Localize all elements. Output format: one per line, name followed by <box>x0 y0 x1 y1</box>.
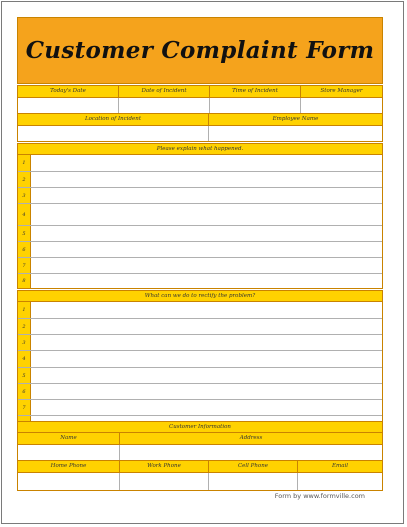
address-field[interactable] <box>119 445 382 460</box>
row-number: 3 <box>18 335 31 350</box>
work-phone-label: Work Phone <box>119 461 208 472</box>
explanation-header: Please explain what happened. <box>18 144 382 155</box>
row-number: 6 <box>18 384 31 399</box>
explanation-row[interactable] <box>18 188 382 204</box>
row-number: 7 <box>18 258 31 273</box>
location-of-incident-field[interactable] <box>18 126 208 141</box>
rectify-row[interactable] <box>18 400 382 416</box>
explanation-block <box>17 143 383 289</box>
location-block <box>17 113 383 142</box>
time-of-incident-field[interactable] <box>209 98 300 113</box>
date-of-incident-label: Date of Incident <box>118 86 209 97</box>
row-number: 7 <box>18 400 31 415</box>
row-number: 3 <box>18 188 31 203</box>
explanation-row[interactable] <box>18 155 382 172</box>
email-field[interactable] <box>297 473 382 490</box>
rectify-row[interactable] <box>18 319 382 335</box>
cell-phone-field[interactable] <box>208 473 297 490</box>
explanation-row[interactable] <box>18 242 382 258</box>
name-field[interactable] <box>18 445 119 460</box>
todays-date-label: Today's Date <box>50 88 86 94</box>
customer-info-block <box>17 421 383 491</box>
store-manager-field[interactable] <box>300 98 382 113</box>
footer-credit: Form by www.formville.com <box>274 492 365 500</box>
explanation-row[interactable] <box>18 172 382 188</box>
row-number: 5 <box>18 226 31 241</box>
home-phone-label: Home Phone <box>50 463 87 469</box>
employee-name-field[interactable] <box>208 126 382 141</box>
row-number: 4 <box>18 351 31 367</box>
rectify-row[interactable] <box>18 368 382 384</box>
row-number: 1 <box>18 302 31 318</box>
todays-date-field[interactable] <box>18 98 118 113</box>
name-label: Name <box>60 435 77 441</box>
store-manager-label: Store Manager <box>300 86 382 97</box>
row-number: 8 <box>18 274 31 288</box>
incident-details-block <box>17 85 383 114</box>
rectify-row[interactable] <box>18 302 382 319</box>
rectify-header: What can we do to rectify the problem? <box>18 291 382 302</box>
work-phone-field[interactable] <box>119 473 208 490</box>
rectify-row[interactable] <box>18 384 382 400</box>
explanation-row[interactable] <box>18 258 382 274</box>
location-of-incident-label: Location of Incident <box>84 116 142 122</box>
row-number: 6 <box>18 242 31 257</box>
home-phone-field[interactable] <box>18 473 119 490</box>
row-number: 2 <box>18 172 31 187</box>
rectify-block <box>17 290 383 432</box>
row-number: 2 <box>18 319 31 334</box>
address-label: Address <box>119 433 382 444</box>
row-number: 1 <box>18 155 31 171</box>
name-address-header <box>18 433 382 445</box>
rectify-row[interactable] <box>18 351 382 368</box>
incident-details-header <box>18 86 382 98</box>
form-title: Customer Complaint Form <box>25 37 375 64</box>
time-of-incident-label: Time of Incident <box>209 86 300 97</box>
date-of-incident-field[interactable] <box>118 98 209 113</box>
location-header <box>18 114 382 126</box>
form-page <box>1 1 404 524</box>
explanation-row[interactable] <box>18 204 382 226</box>
customer-info-header: Customer Information <box>18 422 382 433</box>
title-banner <box>17 17 383 84</box>
explanation-row[interactable] <box>18 274 382 288</box>
explanation-row[interactable] <box>18 226 382 242</box>
cell-phone-label: Cell Phone <box>208 461 297 472</box>
row-number: 4 <box>18 204 31 225</box>
row-number: 5 <box>18 368 31 383</box>
rectify-row[interactable] <box>18 335 382 351</box>
contact-header <box>18 461 382 473</box>
email-label: Email <box>297 461 382 472</box>
employee-name-label: Employee Name <box>208 114 382 125</box>
